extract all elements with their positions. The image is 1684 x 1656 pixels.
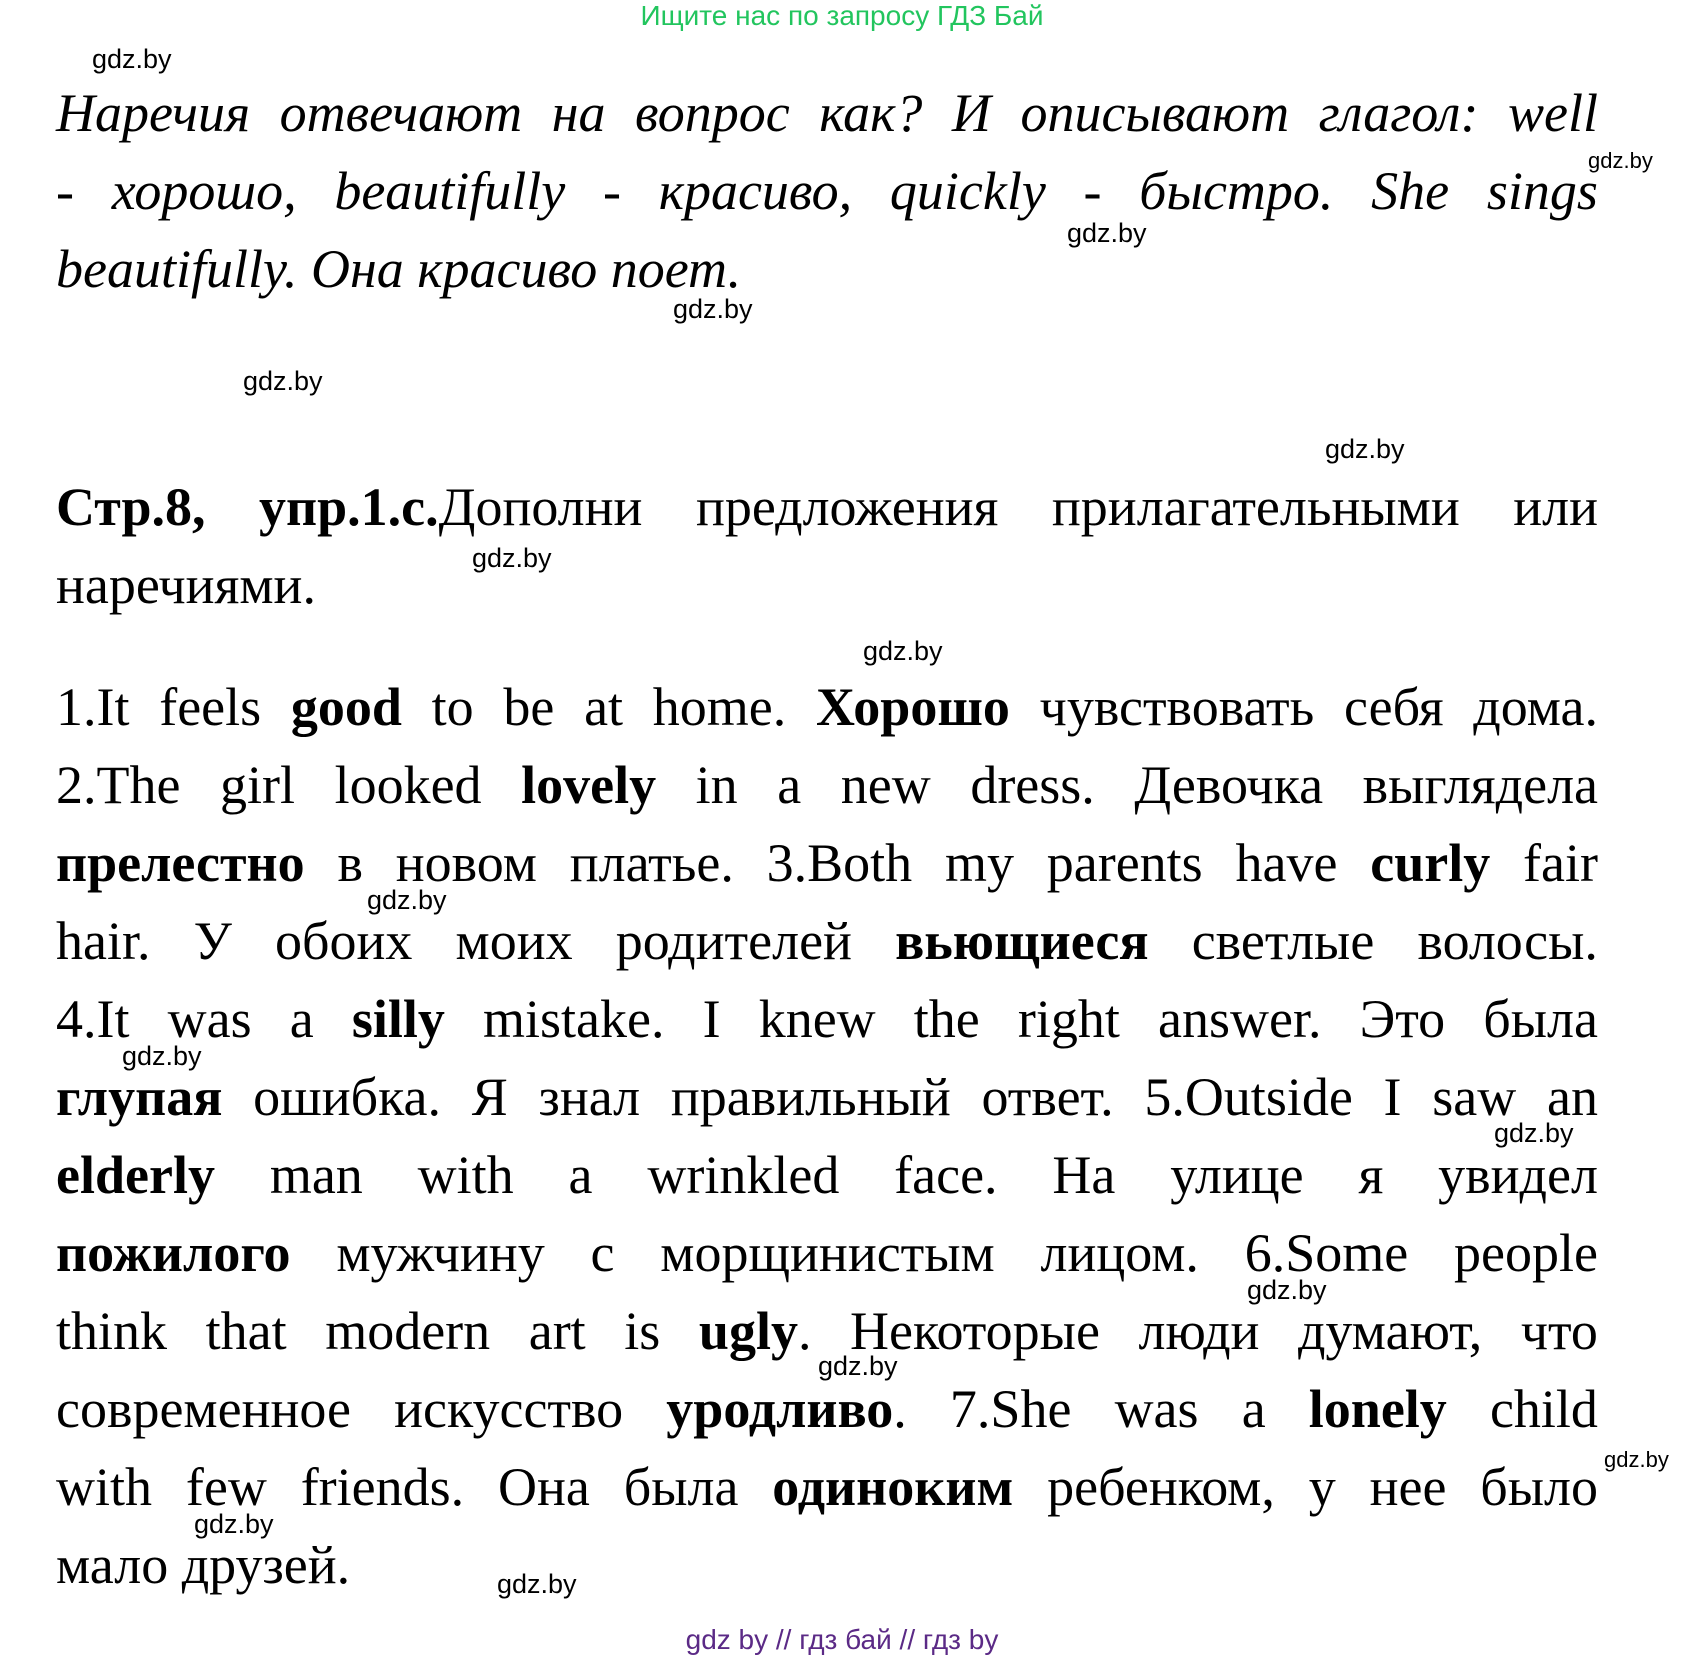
word: in: [695, 755, 738, 815]
bold-word: уродливо: [666, 1379, 894, 1439]
word: I: [1383, 1067, 1402, 1127]
watermark: gdz.by: [1604, 1447, 1669, 1472]
word: У: [193, 911, 232, 971]
word: На: [1052, 1145, 1116, 1205]
watermark: gdz.by: [243, 366, 323, 396]
footer-links[interactable]: gdz by // гдз бай // гдз by: [685, 1624, 999, 1655]
word: sings: [1486, 161, 1598, 221]
text-line: [56, 152, 1598, 230]
word: few: [185, 1457, 267, 1517]
word: что: [1520, 1301, 1598, 1361]
word: -: [56, 161, 74, 221]
word: знал: [538, 1067, 641, 1127]
word: хорошо,: [111, 161, 297, 221]
word: .: [797, 1301, 812, 1361]
exercise-answers: [56, 668, 1598, 1604]
word: чувствовать: [1039, 677, 1315, 737]
word: with: [56, 1457, 153, 1517]
text-line: [56, 824, 1598, 902]
bold-word: одиноким: [772, 1457, 1014, 1517]
word: Я: [471, 1067, 508, 1127]
bold-word: прелестно: [56, 833, 305, 893]
text-line: [56, 1526, 1598, 1604]
word: child: [1489, 1379, 1598, 1439]
word: Некоторые: [850, 1301, 1100, 1361]
text-line: [56, 1214, 1598, 1292]
word: hair.: [56, 911, 151, 971]
word: a: [568, 1145, 593, 1205]
word: морщинистым: [660, 1223, 995, 1283]
watermark: gdz.by: [1067, 218, 1147, 248]
watermark: gdz.by: [1325, 434, 1405, 464]
word: как?: [819, 83, 923, 143]
text-line: [56, 1136, 1598, 1214]
text-line: [56, 1448, 1598, 1526]
word: She: [1371, 161, 1450, 221]
word: дома.: [1473, 677, 1598, 737]
word: saw: [1432, 1067, 1517, 1127]
word: была: [623, 1457, 739, 1517]
bold-word: Стр.8,: [56, 477, 206, 537]
word: was: [167, 989, 252, 1049]
word: think: [56, 1301, 168, 1361]
watermark: gdz.by: [1494, 1118, 1574, 1148]
word: be: [503, 677, 555, 737]
text-line: [56, 902, 1598, 980]
word: глагол:: [1318, 83, 1479, 143]
word: .: [893, 1379, 907, 1439]
adverb-explanation: [56, 74, 1598, 308]
word: dress.: [970, 755, 1095, 815]
word: было: [1480, 1457, 1598, 1517]
text-line: [56, 746, 1598, 824]
word: вопрос: [635, 83, 790, 143]
word: girl: [220, 755, 296, 815]
word: была: [1483, 989, 1598, 1049]
word: предложения: [695, 477, 999, 537]
word: Она: [498, 1457, 590, 1517]
word: ошибка.: [253, 1067, 441, 1127]
word: на: [551, 83, 606, 143]
bold-word: ugly: [698, 1301, 798, 1361]
word: a: [1241, 1379, 1266, 1439]
word: home.: [652, 677, 787, 737]
bold-word: упр.1.c.: [259, 477, 439, 537]
word: нее: [1369, 1457, 1447, 1517]
word: art: [528, 1301, 586, 1361]
word: at: [584, 677, 624, 737]
word: is: [624, 1301, 661, 1361]
bold-word: lonely: [1308, 1379, 1447, 1439]
word: искусство: [394, 1379, 624, 1439]
word: 6.Some: [1244, 1223, 1409, 1283]
text-segment: наречиями.: [56, 555, 316, 615]
word: ребенком,: [1047, 1457, 1275, 1517]
watermark: gdz.by: [92, 44, 172, 74]
word: в: [337, 833, 363, 893]
text-line: [56, 1058, 1598, 1136]
word: думают,: [1298, 1301, 1483, 1361]
word: люди: [1138, 1301, 1260, 1361]
word: себя: [1344, 677, 1444, 737]
exercise-heading: [56, 468, 1598, 624]
word: 7.She: [949, 1379, 1072, 1439]
word: knew: [758, 989, 876, 1049]
word: parents: [1046, 833, 1203, 893]
word: лицом.: [1040, 1223, 1199, 1283]
word: an: [1546, 1067, 1598, 1127]
word: Дополни: [438, 477, 643, 537]
text-line: [56, 74, 1598, 152]
word: answer.: [1158, 989, 1322, 1049]
word: отвечают: [279, 83, 523, 143]
word: ответ.: [981, 1067, 1114, 1127]
word: выглядела: [1362, 755, 1598, 815]
word: man: [269, 1145, 363, 1205]
text-line: [56, 980, 1598, 1058]
word: my: [944, 833, 1014, 893]
text-line: [56, 1370, 1598, 1448]
word: 5.Outside: [1144, 1067, 1353, 1127]
word: a: [289, 989, 314, 1049]
word: 2.The: [56, 755, 181, 815]
word: Девочка: [1134, 755, 1324, 815]
bold-word: вьющиеся: [895, 911, 1149, 971]
word: обоих: [275, 911, 413, 971]
text-line: [56, 546, 1598, 624]
word: beautifully: [334, 161, 566, 221]
text-line: [56, 468, 1598, 546]
word: 3.Both: [766, 833, 913, 893]
word: 4.It: [56, 989, 130, 1049]
watermark: gdz.by: [818, 1351, 898, 1381]
word: people: [1454, 1223, 1598, 1283]
word: face.: [894, 1145, 998, 1205]
word: the: [913, 989, 980, 1049]
word: well: [1507, 83, 1598, 143]
word: quickly: [889, 161, 1046, 221]
watermark: gdz.by: [194, 1509, 274, 1539]
text-segment: beautifully. Она красиво поет.: [56, 239, 742, 299]
watermark: gdz.by: [1588, 148, 1653, 173]
word: friends.: [300, 1457, 465, 1517]
word: Это: [1359, 989, 1446, 1049]
word: was: [1114, 1379, 1199, 1439]
word: mistake.: [482, 989, 665, 1049]
word: с: [590, 1223, 615, 1283]
watermark: gdz.by: [863, 636, 943, 666]
word: right: [1017, 989, 1120, 1049]
word: я: [1358, 1145, 1384, 1205]
watermark: gdz.by: [367, 885, 447, 915]
word: looked: [334, 755, 482, 815]
word: платье.: [569, 833, 734, 893]
text-segment: мало друзей.: [56, 1535, 351, 1595]
word: fair: [1523, 833, 1598, 893]
text-line: [56, 230, 1598, 308]
word: увидел: [1438, 1145, 1598, 1205]
word: волосы.: [1417, 911, 1598, 971]
watermark: gdz.by: [1247, 1275, 1327, 1305]
word: светлые: [1191, 911, 1375, 971]
bold-word: good: [290, 677, 402, 737]
word: that: [205, 1301, 287, 1361]
word: to: [431, 677, 474, 737]
text-line: [56, 668, 1598, 746]
watermark: gdz.by: [472, 543, 552, 573]
word: feels: [159, 677, 262, 737]
word: описывают: [1020, 83, 1290, 143]
word: Наречия: [56, 83, 251, 143]
word: прилагательными: [1051, 477, 1460, 537]
word: красиво,: [658, 161, 853, 221]
word: быстро.: [1139, 161, 1334, 221]
word: правильный: [670, 1067, 951, 1127]
watermark: gdz.by: [673, 294, 753, 324]
word: у: [1308, 1457, 1336, 1517]
search-banner[interactable]: Ищите нас по запросу ГДЗ Бай: [640, 0, 1044, 31]
word: 1.It: [56, 677, 130, 737]
bold-word: elderly: [56, 1145, 215, 1205]
watermark: gdz.by: [497, 1569, 577, 1599]
word: have: [1235, 833, 1338, 893]
word: И: [951, 83, 991, 143]
word: родителей: [615, 911, 852, 971]
word: моих: [455, 911, 573, 971]
bold-word: Хорошо: [815, 677, 1010, 737]
word: улице: [1170, 1145, 1304, 1205]
word: -: [1083, 161, 1102, 221]
word: a: [777, 755, 802, 815]
word: -: [602, 161, 621, 221]
word: новом: [395, 833, 537, 893]
word: I: [702, 989, 721, 1049]
word: wrinkled: [647, 1145, 840, 1205]
bold-word: глупая: [56, 1067, 223, 1127]
word: современное: [56, 1379, 351, 1439]
word: with: [417, 1145, 514, 1205]
word: modern: [325, 1301, 491, 1361]
word: мужчину: [336, 1223, 545, 1283]
bold-word: silly: [351, 989, 445, 1049]
bold-word: lovely: [521, 755, 657, 815]
word: или: [1513, 477, 1598, 537]
bold-word: curly: [1370, 833, 1491, 893]
word: new: [840, 755, 931, 815]
bold-word: пожилого: [56, 1223, 291, 1283]
watermark: gdz.by: [122, 1041, 202, 1071]
